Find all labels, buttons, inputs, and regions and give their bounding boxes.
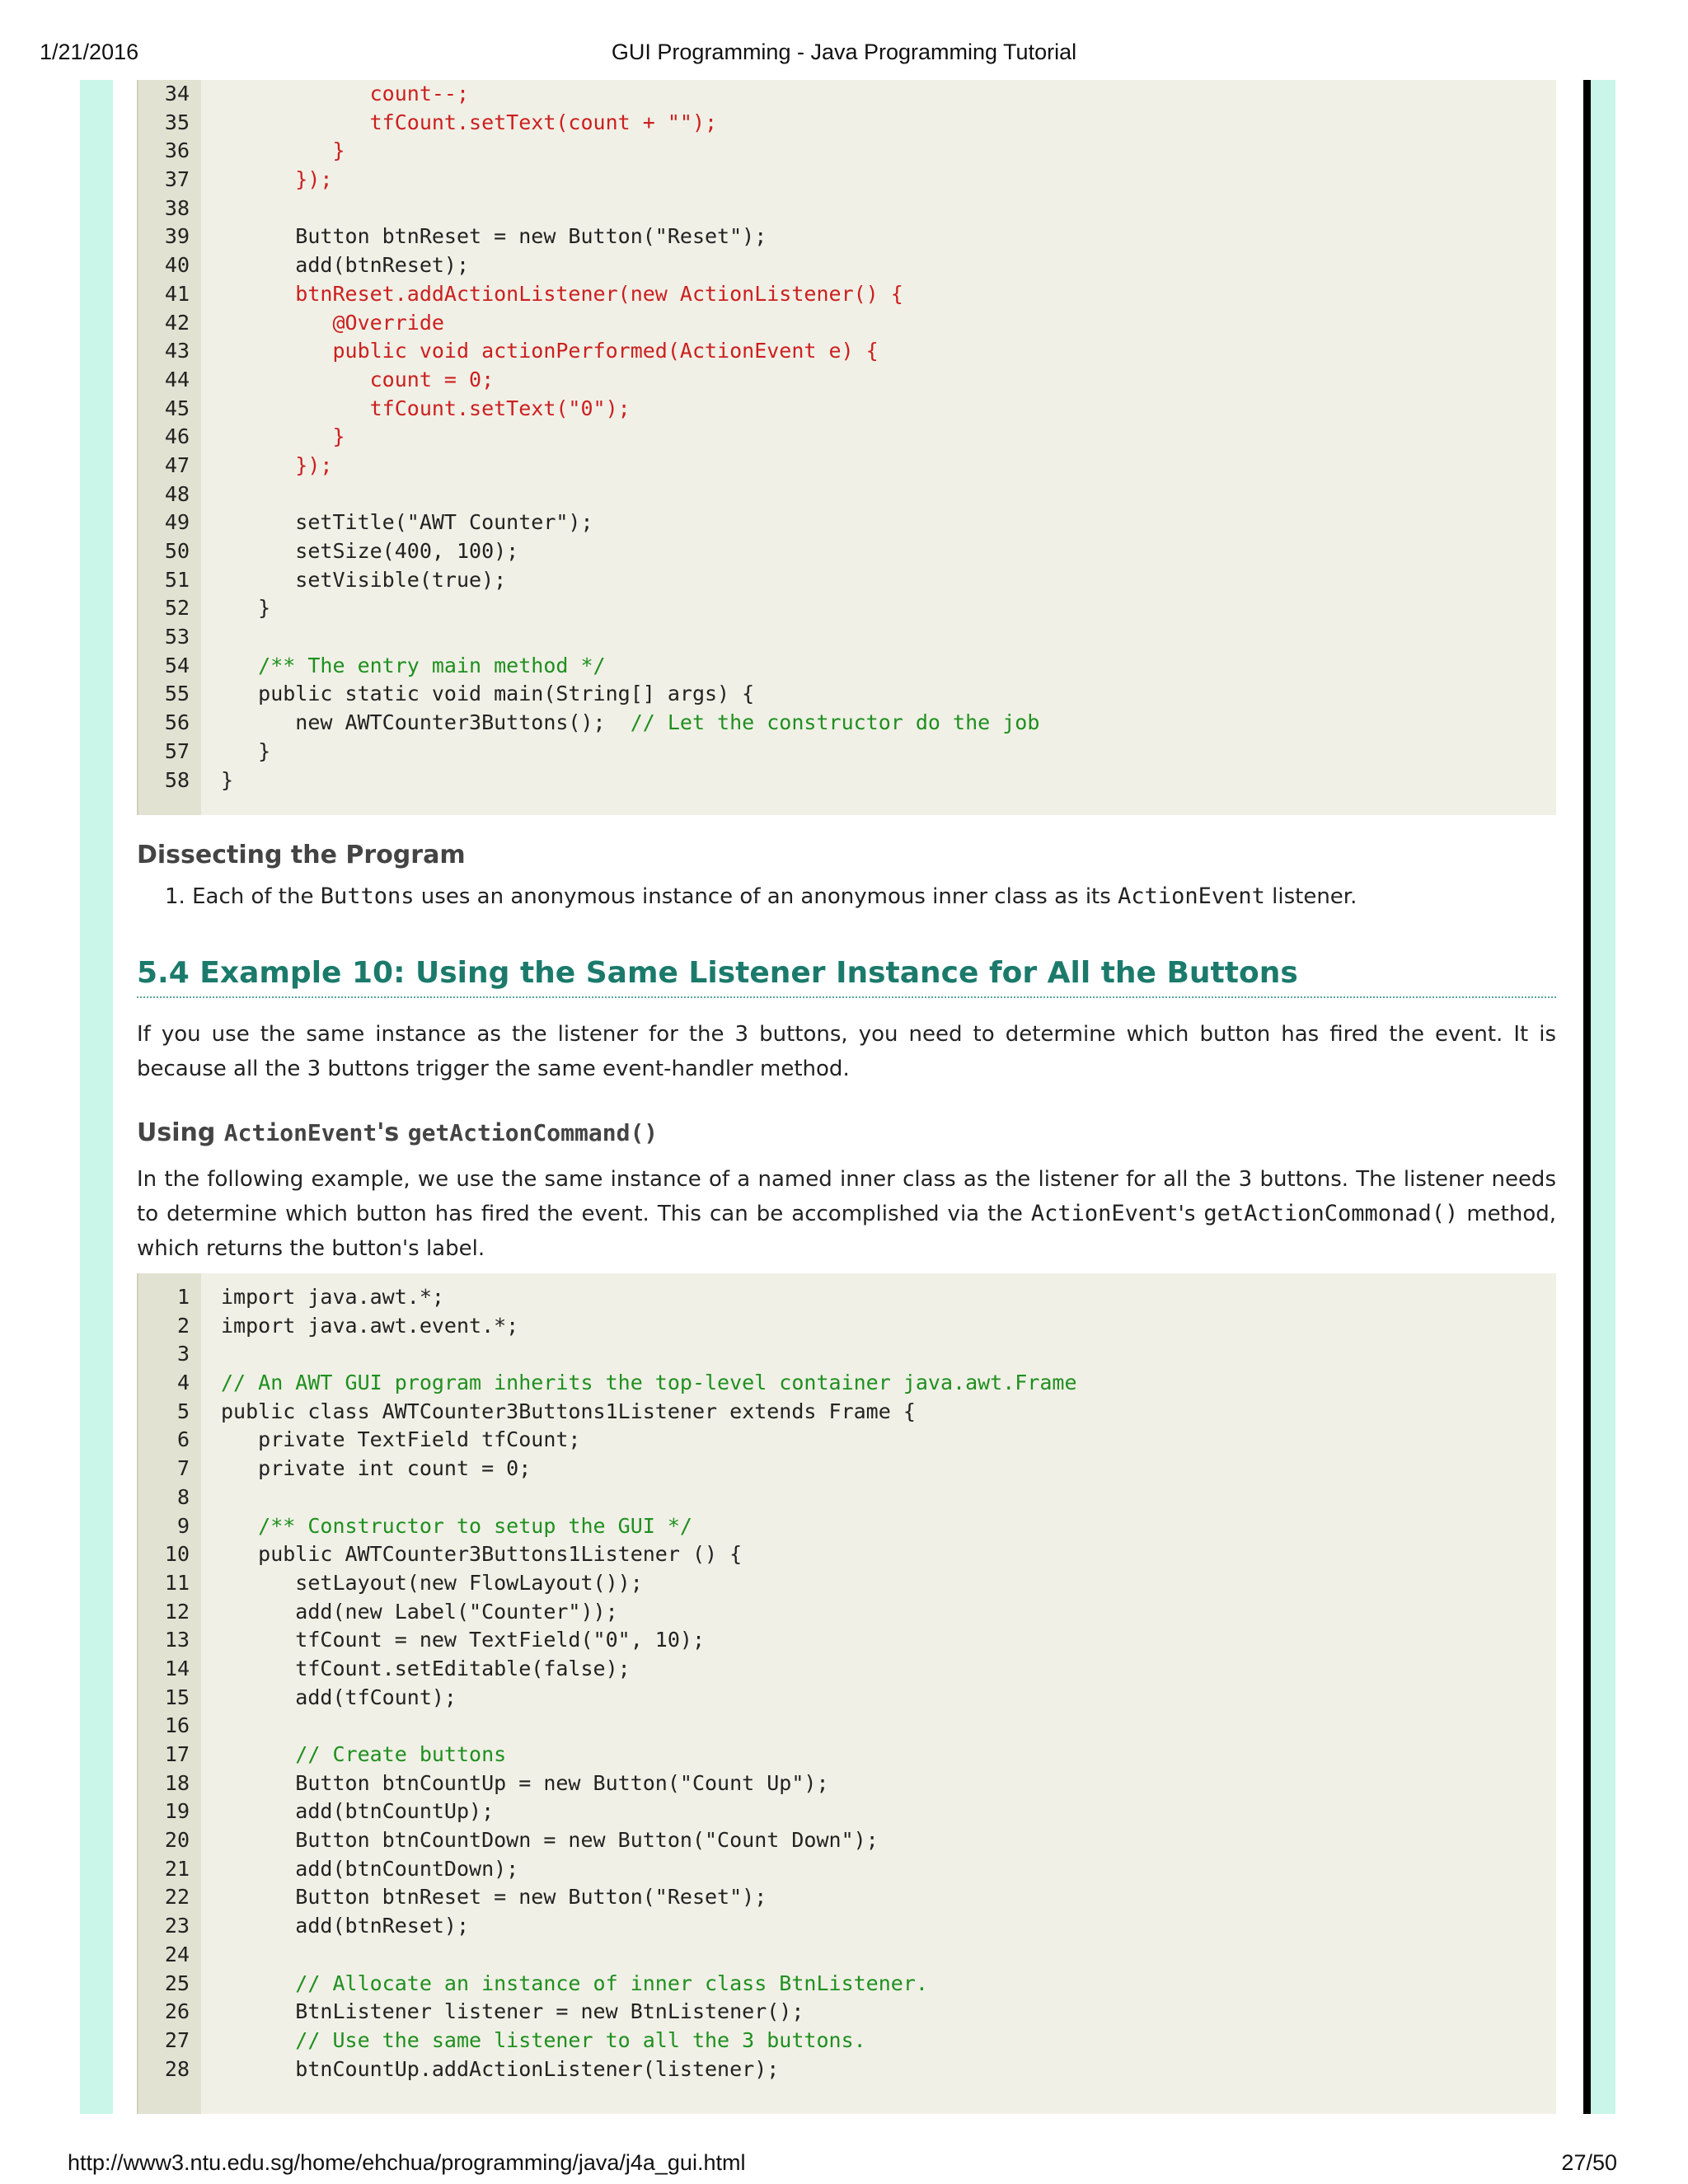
line-number-gutter	[137, 80, 201, 815]
code-line	[221, 652, 1556, 681]
line-number: 2	[176, 1313, 190, 1338]
line-number: 51	[164, 567, 190, 592]
code-text: Button btnCountDown = new Button("Count Down");	[221, 1828, 879, 1853]
line-number: 42	[164, 310, 190, 335]
intro-paragraph: If you use the same instance as the listener for the 3 buttons, you need to determine which button has fired the event. It is because all the 3 buttons trigger the same event-handler method.	[137, 1022, 1556, 1081]
subheading-code1: ActionEvent	[223, 1119, 377, 1146]
code-line	[221, 1883, 1556, 1912]
code-line	[221, 2055, 1556, 2084]
line-number: 20	[164, 1828, 190, 1853]
line-number: 39	[164, 224, 190, 249]
code-line	[221, 509, 1556, 537]
code-line	[221, 395, 1556, 424]
line-number: 12	[164, 1599, 190, 1624]
subheading	[137, 1118, 658, 1147]
code-line	[221, 566, 1556, 595]
code-text: add(btnCountDown);	[221, 1856, 519, 1881]
print-date: 1/21/2016	[40, 40, 139, 64]
line-number: 23	[164, 1914, 190, 1938]
code-block-2	[137, 1273, 1556, 2114]
line-number: 34	[164, 82, 190, 105]
code-text: }	[221, 138, 345, 163]
line-number: 57	[164, 738, 190, 763]
line-number: 7	[176, 1456, 190, 1481]
print-footer	[0, 2150, 1688, 2180]
line-number: 52	[164, 596, 190, 621]
print-title: GUI Programming - Java Programming Tutorial	[611, 40, 1077, 64]
code-line	[221, 1569, 1556, 1598]
code-actionevent: ActionEvent	[1118, 883, 1265, 909]
code-text: setTitle("AWT Counter");	[221, 510, 593, 535]
line-number: 55	[164, 682, 190, 706]
line-number: 8	[176, 1484, 190, 1509]
code-text: });	[221, 452, 333, 477]
code-text: });	[221, 167, 333, 192]
code-text: tfCount = new TextField("0", 10);	[221, 1628, 705, 1652]
code-line	[221, 1483, 1556, 1512]
code-line	[221, 223, 1556, 251]
code-text: count = 0;	[221, 367, 495, 391]
code-text: new AWTCounter3Buttons();	[221, 710, 606, 735]
code-text: // An AWT GUI program inherits the top-level container java.awt.Frame	[221, 1371, 1077, 1395]
dissect-list-item	[165, 879, 1550, 914]
line-number: 45	[164, 396, 190, 420]
code-text: import java.awt.*;	[221, 1285, 444, 1309]
subheading-pre: Using	[137, 1118, 224, 1147]
code-line	[221, 137, 1556, 166]
code-text: tfCount.setText("0");	[221, 396, 631, 420]
code-line	[221, 1684, 1556, 1713]
code-lines	[201, 80, 1556, 815]
code-block-1	[137, 80, 1556, 815]
code-line	[221, 280, 1556, 309]
line-number: 49	[164, 510, 190, 535]
line-number: 16	[164, 1713, 190, 1738]
code-line	[221, 452, 1556, 480]
code-line	[221, 366, 1556, 395]
line-number: 4	[176, 1371, 190, 1395]
code-text: Button btnReset = new Button("Reset");	[221, 1885, 767, 1910]
code-text: }	[221, 738, 271, 763]
line-number: 36	[164, 138, 190, 163]
code-text: add(new Label("Counter"));	[221, 1599, 618, 1624]
code-line	[221, 1797, 1556, 1826]
code-line	[221, 1598, 1556, 1627]
paragraph-2	[137, 1162, 1556, 1266]
subheading-mid: 's	[377, 1118, 408, 1147]
code-line	[221, 1826, 1556, 1855]
line-number: 53	[164, 625, 190, 649]
line-number: 41	[164, 281, 190, 306]
line-number: 13	[164, 1628, 190, 1652]
right-page-border	[1591, 80, 1615, 2114]
code-text: count--;	[221, 82, 470, 105]
code-text: public class AWTCounter3Buttons1Listener extends Frame {	[221, 1399, 916, 1423]
code-line	[221, 80, 1556, 109]
para2-mid: 's	[1178, 1202, 1204, 1226]
dissect-text-post: listener.	[1264, 884, 1357, 909]
dissect-heading: Dissecting the Program	[137, 841, 466, 869]
code-text: setLayout(new FlowLayout());	[221, 1570, 643, 1595]
line-number: 3	[176, 1342, 190, 1366]
line-number: 15	[164, 1685, 190, 1709]
line-number: 24	[164, 1942, 190, 1966]
line-number: 46	[164, 424, 190, 449]
code-text: setVisible(true);	[221, 567, 507, 592]
left-page-border	[80, 80, 113, 2114]
code-line	[221, 1426, 1556, 1455]
code-line	[221, 194, 1556, 223]
code-text: /** The entry main method */	[221, 653, 606, 677]
line-number: 47	[164, 452, 190, 477]
code-line	[221, 1741, 1556, 1769]
code-text: public static void main(String[] args) {	[221, 682, 755, 706]
print-header	[0, 40, 1688, 73]
code-line	[221, 738, 1556, 766]
code-line	[221, 537, 1556, 566]
code-line	[221, 1312, 1556, 1341]
code-line	[221, 109, 1556, 138]
code-text: Button btnReset = new Button("Reset");	[221, 224, 767, 249]
code-line	[221, 1369, 1556, 1398]
dissect-text-pre: Each of the	[192, 884, 321, 909]
line-number: 10	[164, 1542, 190, 1567]
code-line	[221, 1912, 1556, 1941]
code-line	[221, 1340, 1556, 1369]
code-text: }	[221, 424, 345, 449]
para2-code2: getActionCommonad()	[1203, 1201, 1459, 1226]
code-text: /** Constructor to setup the GUI */	[221, 1513, 692, 1538]
code-line	[221, 1941, 1556, 1970]
code-buttons: Buttons	[320, 883, 415, 909]
line-number: 9	[176, 1513, 190, 1538]
code-line	[221, 1998, 1556, 2027]
inline-comment: // Let the constructor do the job	[605, 710, 1040, 735]
code-line	[221, 251, 1556, 280]
code-text: Button btnCountUp = new Button("Count Up");	[221, 1770, 829, 1795]
code-line	[221, 166, 1556, 194]
code-text: add(btnCountUp);	[221, 1799, 495, 1824]
code-line	[221, 1712, 1556, 1741]
code-text: btnCountUp.addActionListener(listener);	[221, 2056, 780, 2081]
code-text: private int count = 0;	[221, 1456, 532, 1481]
code-text: setSize(400, 100);	[221, 539, 519, 563]
code-text: add(btnReset);	[221, 1914, 470, 1938]
line-number: 6	[176, 1427, 190, 1452]
line-number: 28	[164, 2056, 190, 2081]
code-line	[221, 2027, 1556, 2055]
dissect-text-mid: uses an anonymous instance of an anonymous inner class as its	[414, 884, 1118, 909]
code-line	[221, 680, 1556, 709]
line-number: 17	[164, 1742, 190, 1766]
code-line	[221, 1455, 1556, 1483]
code-text: add(btnReset);	[221, 253, 470, 278]
code-line	[221, 1398, 1556, 1427]
code-text: public void actionPerformed(ActionEvent e) {	[221, 339, 879, 363]
code-line	[221, 480, 1556, 509]
code-text: add(tfCount);	[221, 1685, 457, 1709]
line-number: 56	[164, 710, 190, 735]
line-number: 38	[164, 195, 190, 220]
line-number: 5	[176, 1399, 190, 1423]
code-text: tfCount.setText(count + "");	[221, 110, 718, 134]
subheading-code2: getActionCommand()	[407, 1119, 659, 1146]
line-number: 44	[164, 367, 190, 391]
code-text: import java.awt.event.*;	[221, 1313, 519, 1338]
line-number: 18	[164, 1770, 190, 1795]
code-text: private TextField tfCount;	[221, 1427, 581, 1452]
code-text: // Create buttons	[221, 1742, 507, 1766]
code-text: public AWTCounter3Buttons1Listener () {	[221, 1542, 743, 1567]
line-number: 54	[164, 653, 190, 677]
line-number: 43	[164, 339, 190, 363]
code-text: tfCount.setEditable(false);	[221, 1656, 631, 1680]
line-number: 25	[164, 1971, 190, 1995]
code-text: }	[221, 767, 234, 792]
line-number: 26	[164, 1999, 190, 2024]
line-number: 37	[164, 167, 190, 192]
code-line	[221, 709, 1556, 738]
para2-post: method, which returns the button's label.	[137, 1202, 1556, 1261]
code-text: }	[221, 596, 271, 621]
code-line	[221, 337, 1556, 366]
line-number: 35	[164, 110, 190, 134]
line-number: 58	[164, 767, 190, 792]
code-text: BtnListener listener = new BtnListener();	[221, 1999, 804, 2024]
page-url: http://www3.ntu.edu.sg/home/ehchua/programming/java/j4a_gui.html	[68, 2150, 746, 2175]
line-number: 21	[164, 1856, 190, 1881]
code-line	[221, 594, 1556, 623]
line-number-gutter	[137, 1273, 201, 2114]
line-number: 48	[164, 481, 190, 506]
line-number: 27	[164, 2027, 190, 2052]
code-line	[221, 623, 1556, 652]
section-title: 5.4 Example 10: Using the Same Listener Instance for All the Buttons	[137, 956, 1556, 998]
line-number: 19	[164, 1799, 190, 1824]
line-number: 11	[164, 1570, 190, 1595]
code-line	[221, 1283, 1556, 1312]
para2-pre: In the following example, we use the same instance of a named inner class as the listener for all the 3 buttons. The listener needs to determine which button has fired the event. This can be accomplished via the	[137, 1167, 1556, 1226]
para2-code1: ActionEvent	[1030, 1201, 1179, 1226]
line-number: 50	[164, 539, 190, 563]
line-number: 40	[164, 253, 190, 278]
code-text: @Override	[221, 310, 444, 335]
code-line	[221, 766, 1556, 795]
code-line	[221, 1512, 1556, 1541]
code-line	[221, 309, 1556, 338]
code-line	[221, 1626, 1556, 1655]
code-line	[221, 1970, 1556, 1999]
code-line	[221, 1855, 1556, 1884]
code-line	[221, 423, 1556, 452]
line-number: 1	[176, 1285, 190, 1309]
code-line	[221, 1769, 1556, 1798]
code-text: // Allocate an instance of inner class BtnListener.	[221, 1971, 928, 1995]
line-number: 14	[164, 1656, 190, 1680]
code-text: btnReset.addActionListener(new ActionListener() {	[221, 281, 903, 306]
code-lines	[201, 1273, 1556, 2114]
code-line	[221, 1540, 1556, 1569]
code-text: // Use the same listener to all the 3 buttons.	[221, 2027, 866, 2052]
list-number: 1.	[165, 884, 185, 909]
page-number: 27/50	[1561, 2150, 1617, 2175]
code-line	[221, 1655, 1556, 1684]
line-number: 22	[164, 1885, 190, 1910]
